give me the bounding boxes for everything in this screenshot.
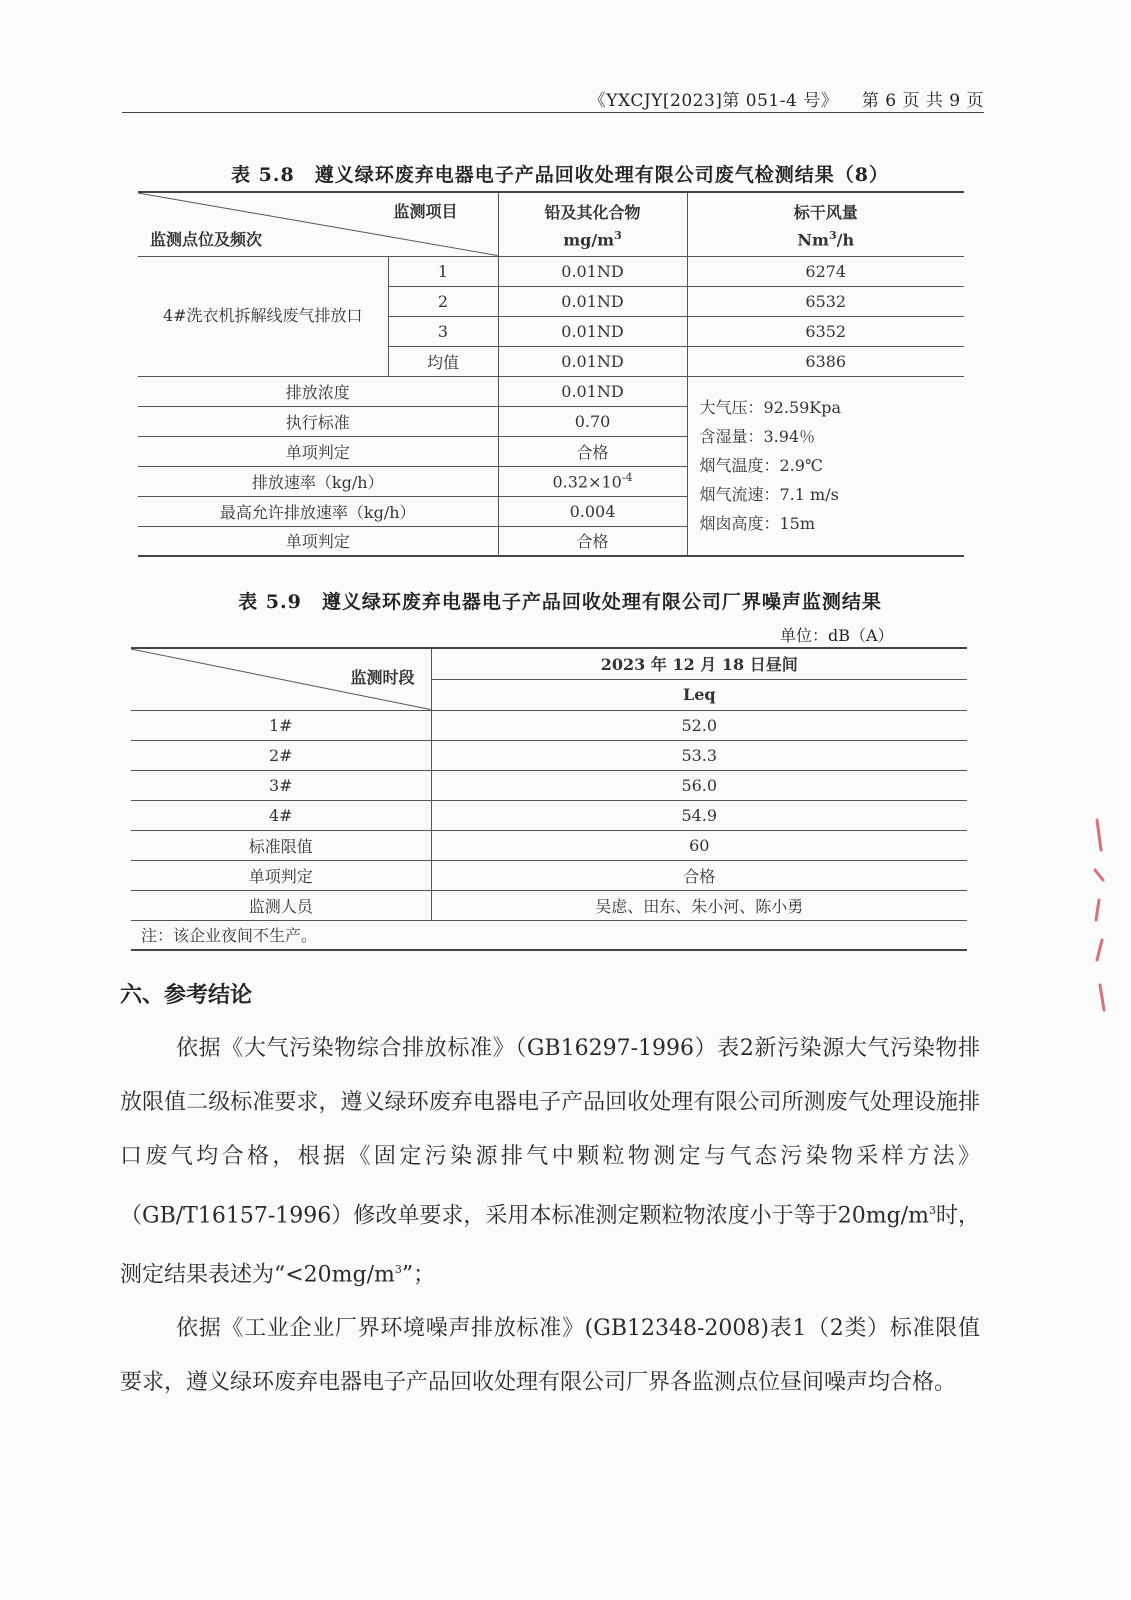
conclusion-heading: 六、参考结论 <box>120 982 253 1008</box>
conditions-cell <box>687 376 964 556</box>
para1-text-b: 时，测定结果表述为“<20mg/m <box>120 1203 980 1288</box>
location-cell: 4#洗衣机拆解线废气排放口 <box>138 256 388 376</box>
point-label: 1# <box>131 710 431 740</box>
date-header: 2023 年 12 月 18 日昼间 <box>431 648 967 679</box>
rate-value: 0.32×10 <box>552 472 622 492</box>
conclusion-paragraph-1 <box>120 1022 980 1303</box>
freq-cell: 1 <box>388 256 498 286</box>
staff-label: 监测人员 <box>131 890 431 920</box>
lead-unit: mg/m <box>563 229 615 249</box>
seal-stamp-edge <box>1093 810 1107 1030</box>
para1-text-c: ”； <box>401 1262 436 1288</box>
summary-label: 单项判定 <box>138 526 498 556</box>
table-note: 注：该企业夜间不生产。 <box>131 920 967 950</box>
staff-value: 吴虑、田东、朱小河、陈小勇 <box>431 890 967 920</box>
judgement-label: 单项判定 <box>131 860 431 890</box>
noise-results-table <box>131 647 967 951</box>
limit-value: 60 <box>431 830 967 860</box>
noise-corner-header <box>131 648 431 710</box>
lead-cell: 0.01ND <box>498 286 687 316</box>
flow-header <box>687 192 964 256</box>
freq-cell: 2 <box>388 286 498 316</box>
table-row <box>131 860 967 890</box>
freq-cell: 3 <box>388 316 498 346</box>
summary-value <box>498 466 687 496</box>
flow-cell: 6386 <box>687 346 964 376</box>
para1-text-a: 依据《大气污染物综合排放标准》（GB16297-1996）表2新污染源大气污染物排放限值二级标准要求，遵义绿环废弃电器电子产品回收处理有限公司所测废气处理设施排口废气均合格，根据《固定污染源排气中颗粒物测定与气态污染物采样方法》（GB/T16157-1996）修改单要求，采用本标准测定颗粒物浓度小于等于20mg/m <box>120 1036 980 1229</box>
lead-header <box>498 192 687 256</box>
lead-cell: 0.01ND <box>498 316 687 346</box>
summary-value: 合格 <box>498 526 687 556</box>
table-row <box>131 800 967 830</box>
flow-unit-tail: /h <box>836 229 855 249</box>
flow-cell: 6352 <box>687 316 964 346</box>
table-5-9-title: 表 5.9 遵义绿环废弃电器电子产品回收处理有限公司厂界噪声监测结果 <box>238 591 882 613</box>
condition-stack-height: 烟囱高度：15m <box>699 514 816 534</box>
lead-cell: 0.01ND <box>498 256 687 286</box>
noise-unit: 单位：dB（A） <box>780 626 894 645</box>
flow-name: 标干风量 <box>793 202 858 222</box>
summary-label: 单项判定 <box>138 436 498 466</box>
para1-sup-1: 3 <box>928 1204 936 1217</box>
noise-value: 54.9 <box>431 800 967 830</box>
table-row <box>131 830 967 860</box>
summary-label: 最高允许排放速率（kg/h） <box>138 496 498 526</box>
rate-exponent: -4 <box>621 470 633 484</box>
summary-value: 合格 <box>498 436 687 466</box>
point-label: 3# <box>131 770 431 800</box>
noise-value: 52.0 <box>431 710 967 740</box>
condition-temperature: 烟气温度：2.9℃ <box>699 456 823 476</box>
para1-sup-2: 3 <box>394 1263 402 1277</box>
noise-value: 53.3 <box>431 740 967 770</box>
flow-cell: 6532 <box>687 286 964 316</box>
corner-top-label: 监测项目 <box>393 202 458 221</box>
lead-name: 铅及其化合物 <box>544 202 641 222</box>
table-row <box>131 740 967 770</box>
table-row <box>131 770 967 800</box>
page-header <box>122 86 984 113</box>
summary-label: 执行标准 <box>138 406 498 436</box>
table-row <box>131 890 967 920</box>
flow-cell: 6274 <box>687 256 964 286</box>
condition-pressure: 大气压：92.59Kpa <box>699 398 842 418</box>
table-row <box>138 376 964 406</box>
conclusion-paragraph-2: 依据《工业企业厂界环境噪声排放标准》(GB12348-2008)表1（2类）标准限值要求，遵义绿环废弃电器电子产品回收处理有限公司厂界各监测点位昼间噪声均合格。 <box>120 1316 980 1395</box>
condition-velocity: 烟气流速：7.1 m/s <box>699 485 839 505</box>
exhaust-results-table <box>138 191 964 557</box>
limit-label: 标准限值 <box>131 830 431 860</box>
noise-value: 56.0 <box>431 770 967 800</box>
noise-corner-label: 监测时段 <box>350 668 415 687</box>
table-row <box>138 256 964 286</box>
summary-value: 0.70 <box>498 406 687 436</box>
lead-cell: 0.01ND <box>498 346 687 376</box>
page-info: 第 6 页 共 9 页 <box>861 91 984 111</box>
condition-humidity: 含湿量：3.94％ <box>699 427 816 447</box>
flow-unit: Nm <box>797 229 829 249</box>
table-5-8-title: 表 5.8 遵义绿环废弃电器电子产品回收处理有限公司废气检测结果（8） <box>231 164 889 186</box>
lead-unit-sup: 3 <box>614 228 622 242</box>
freq-cell: 均值 <box>388 346 498 376</box>
summary-label: 排放浓度 <box>138 376 498 406</box>
doc-ref: 《YXCJY[2023]第 051-4 号》 <box>588 91 839 111</box>
leq-header: Leq <box>431 679 967 710</box>
point-label: 2# <box>131 740 431 770</box>
table-row <box>131 710 967 740</box>
corner-header <box>138 192 498 256</box>
judgement-value: 合格 <box>431 860 967 890</box>
summary-value: 0.004 <box>498 496 687 526</box>
corner-bottom-label: 监测点位及频次 <box>150 229 263 249</box>
summary-label: 排放速率（kg/h） <box>138 466 498 496</box>
summary-value: 0.01ND <box>498 376 687 406</box>
point-label: 4# <box>131 800 431 830</box>
flow-unit-sup: 3 <box>828 228 837 242</box>
